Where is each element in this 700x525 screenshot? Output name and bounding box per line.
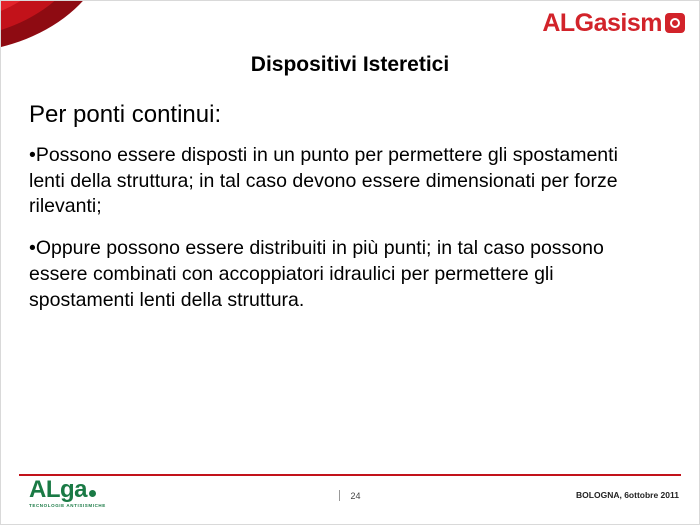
corner-band-inner (1, 1, 53, 9)
brand-logo-bottom-text: ALga (29, 476, 87, 503)
bullet-item: •Oppure possono essere distribuiti in più punti; in tal caso possono essere combinati con accoppiatori idraulici per permettere gli spostamenti lenti della struttura. (29, 237, 604, 312)
corner-band-mid (1, 1, 93, 39)
corner-band-dark (1, 1, 111, 53)
brand-logo-top (542, 9, 685, 37)
slide-body (29, 101, 659, 330)
lead-paragraph: Per ponti continui: (29, 101, 222, 128)
page-number: 24 (350, 490, 361, 501)
brand-logo-top-text: ALGasism (542, 8, 662, 37)
slide-footer (1, 478, 699, 516)
slide-title: Dispositivi Isteretici (250, 53, 450, 76)
page-number-tick-icon (339, 490, 340, 501)
bullet-item: •Possono essere disposti in un punto per permettere gli spostamenti lenti della struttura; in tal caso devono essere dimensionati per forze rilevanti; (29, 143, 618, 218)
footer-event-info: BOLOGNA, 6ottobre 2011 (576, 490, 679, 500)
rounded-square-ring-icon (665, 13, 685, 33)
corner-band-light (1, 1, 75, 25)
footer-divider (19, 474, 681, 476)
brand-logo-bottom-tagline: TECNOLOGIE ANTISISMICHE (29, 503, 106, 508)
